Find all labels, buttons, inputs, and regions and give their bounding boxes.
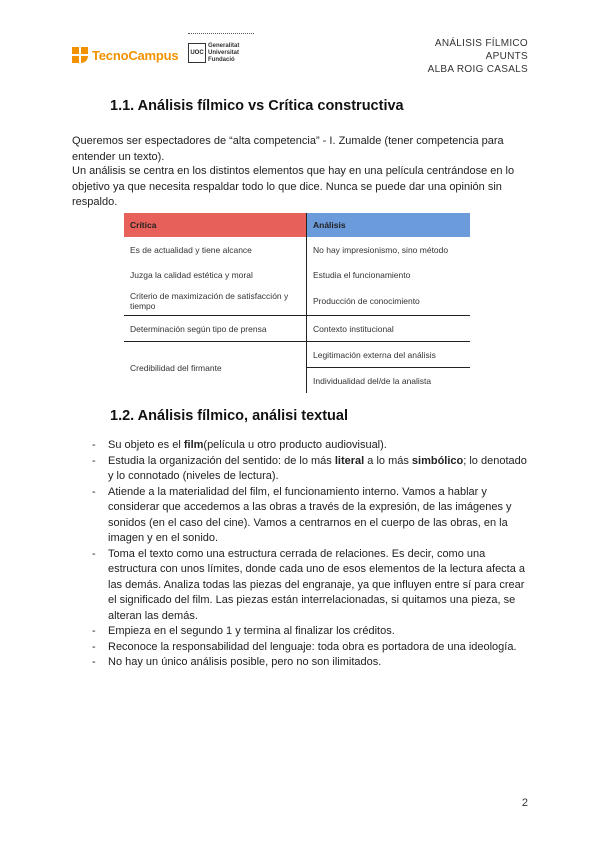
document-header xyxy=(428,37,528,76)
page-number: 2 xyxy=(521,797,528,809)
tecnocampus-mark-icon xyxy=(72,47,88,63)
uoc-box: UOC xyxy=(188,43,206,63)
tecnocampus-logo xyxy=(72,47,178,63)
list-item: - Empieza en el segundo 1 y termina al finalizar los créditos. xyxy=(92,625,395,637)
list-item: - Reconoce la responsabilidad del lenguaje: toda obra es portadora de una ideología. xyxy=(92,640,517,653)
table-row: Juzga la calidad estética y moral Estudia el funcionamiento xyxy=(124,262,470,287)
section-1-paragraph-2: Un análisis se centra en los distintos elementos que hay en una película centrándose en lo objetivo ya que necesita respaldar todo lo que dice. Nunca se puede dar una opinión sin respaldo. xyxy=(72,165,515,208)
table-row: Individualidad del/de la analista xyxy=(124,368,470,394)
section-1-paragraph-1: Queremos ser espectadores de “alta competencia” - I. Zumalde (tener competencia para entender un texto). xyxy=(72,135,504,163)
section-2-heading: 1.2. Análisis fílmico, análisi textual xyxy=(110,408,348,424)
list-item: - Atiende a la materialidad del film, el funcionamiento interno. Vamos a hablar y considerar que accedemos a las obras a través de la expresión, de las imágenes y sonidos (en el caso del cine). Vamos a centrarnos en el cuerpo de las obras, en la imagen y en el sonido. xyxy=(92,485,512,544)
section-1-heading: 1.1. Análisis fílmico vs Crítica constructiva xyxy=(110,98,404,114)
list-item: - Su objeto es el film(película u otro producto audiovisual). xyxy=(92,439,387,451)
university-logo xyxy=(188,33,254,69)
tecnocampus-name: TecnoCampus xyxy=(92,47,179,63)
comparison-table xyxy=(124,213,470,393)
table-header-analisis: Análisis xyxy=(307,213,471,237)
table-row: Determinación según tipo de prensa Contexto institucional xyxy=(124,316,470,342)
header-type: APUNTS xyxy=(485,51,528,62)
university-logo-text: Generalitat Universitat Fundació xyxy=(208,43,240,63)
list-item: - No hay un único análisis posible, pero no son ilimitados. xyxy=(92,656,382,668)
table-row: Es de actualidad y tiene alcance No hay impresionismo, sino método xyxy=(124,237,470,262)
list-item: - Estudia la organización del sentido: de lo más literal a lo más simbólico; lo denotado y lo connotado (niveles de lectura). xyxy=(92,454,527,482)
logo-top-line xyxy=(188,33,254,36)
table-header-critica: Crítica xyxy=(124,213,307,237)
table-row: Credibilidad del firmante Legitimación externa del análisis xyxy=(124,342,470,368)
table-row: Criterio de maximización de satisfacción y tiempo Producción de conocimiento xyxy=(124,287,470,316)
list-item: - Toma el texto como una estructura cerrada de relaciones. Es decir, como una estructura con unos límites, donde cada uno de esos elementos de la lectura afecta a las demás. Analiza todas las piezas del engranaje, ya que influyen entre sí para crear el significado del film. Las piezas están interrelacionadas, si quitamos una pieza, se alteran las demás. xyxy=(92,547,526,622)
header-author: ALBA ROIG CASALS xyxy=(427,64,528,75)
header-course: ANÁLISIS FÍLMICO xyxy=(434,38,528,49)
section-2-bullet-list xyxy=(92,438,532,671)
